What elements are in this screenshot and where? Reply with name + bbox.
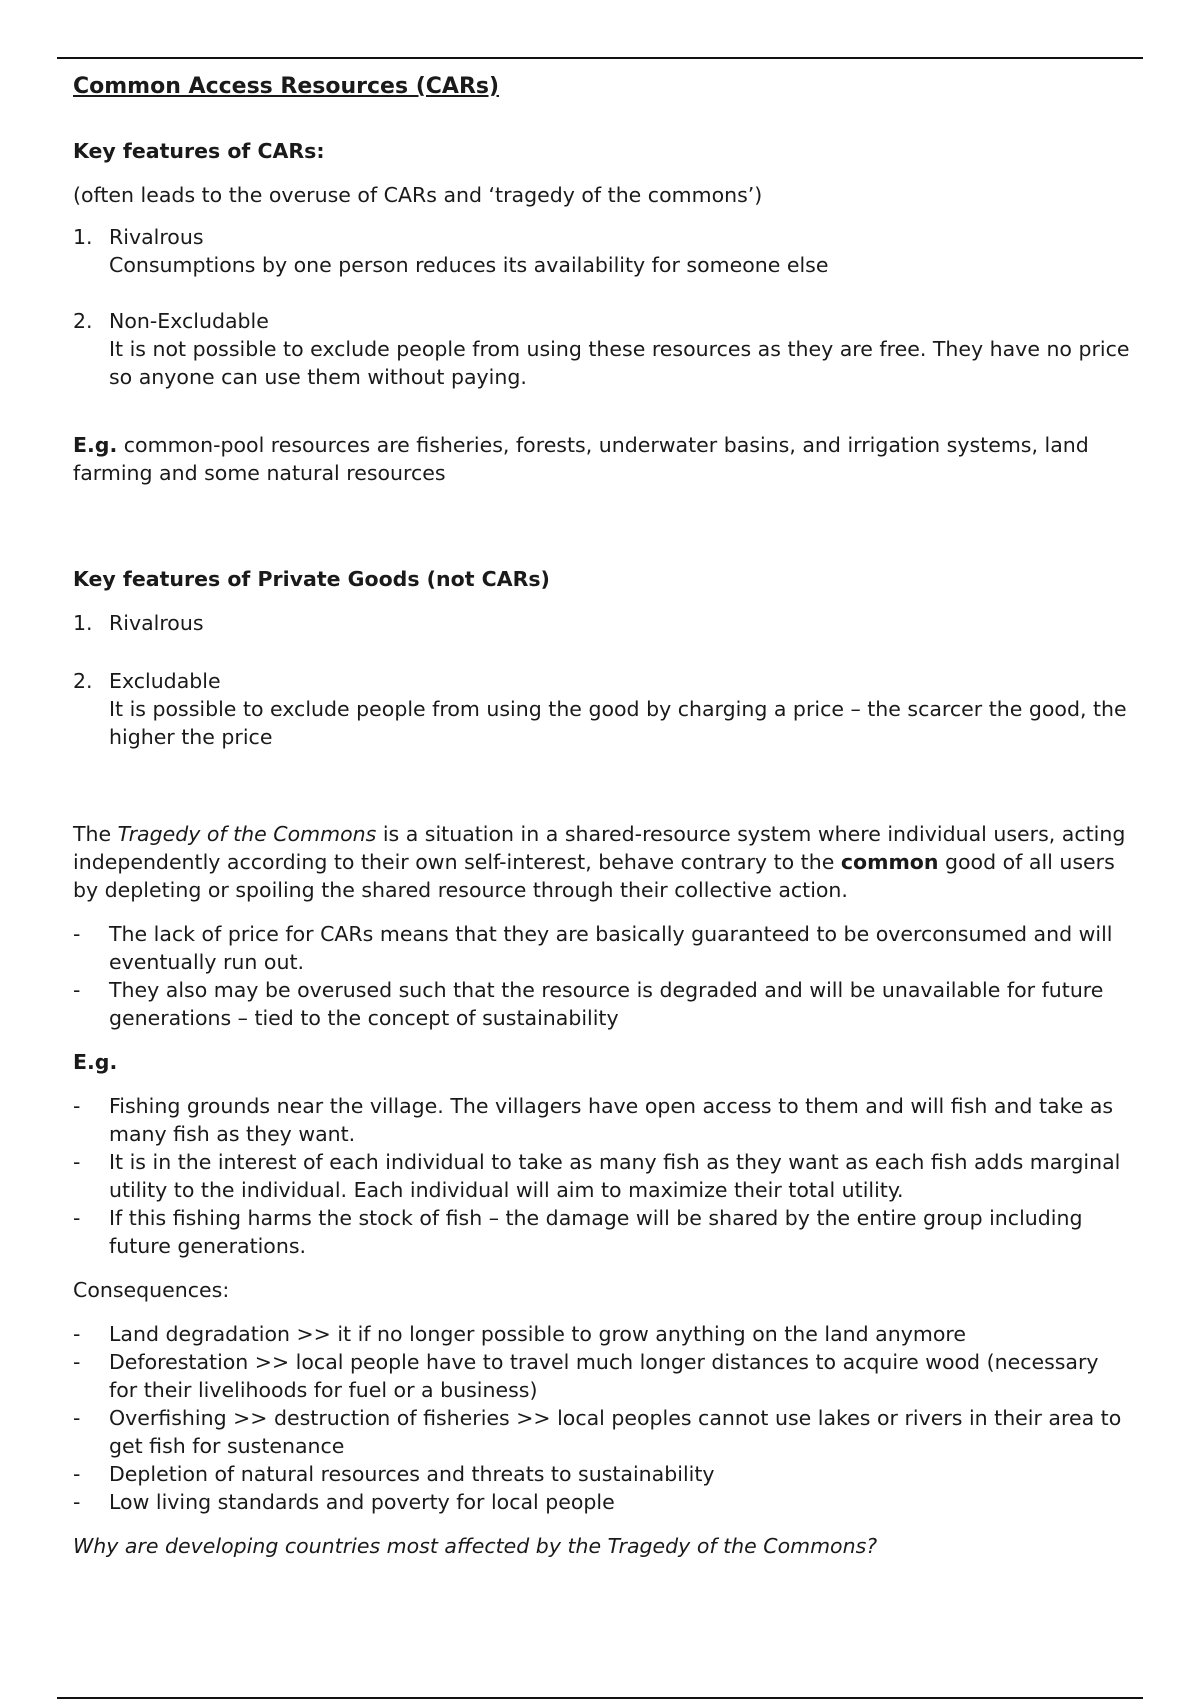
cars-example [73,431,1133,487]
private-feature-2 [73,667,1133,751]
cars-features-heading: Key features of CARs: [73,139,325,163]
list-item [73,1092,1133,1148]
intro-bold: common [840,850,939,874]
list-item [73,1460,1133,1488]
closing-question [73,1532,1133,1560]
bullet-text: The lack of price for CARs means that they are basically guaranteed to be overconsumed and will eventually run out. [109,922,1113,974]
bullet-text: Fishing grounds near the village. The villagers have open access to them and will fish and take as many fish as they want. [109,1094,1114,1146]
bullet-text: If this fishing harms the stock of fish – the damage will be shared by the entire group including future generations. [109,1206,1083,1258]
example-label: E.g. [73,433,118,457]
bullet-dash: - [73,1350,81,1374]
cars-note: (often leads to the overuse of CARs and ‘tragedy of the commons’) [73,183,763,207]
list-item [73,1348,1133,1404]
bullet-dash: - [73,978,81,1002]
tragedy-bullets [73,920,1133,1032]
example-text: common-pool resources are fisheries, forests, underwater basins, and irrigation systems, land farming and some natural resources [73,433,1089,485]
bullet-dash: - [73,1490,81,1514]
bullet-text: It is in the interest of each individual to take as many fish as they want as each fish adds marginal utility to the individual. Each individual will aim to maximize their total utility. [109,1150,1121,1202]
bullet-dash: - [73,1206,81,1230]
list-number: 1. [73,225,93,249]
feature-name: Excludable [109,669,221,693]
bullet-dash: - [73,1322,81,1346]
document-body [73,72,1133,1560]
cars-feature-2 [73,307,1133,391]
list-item [73,1148,1133,1204]
bullet-text: Low living standards and poverty for local people [109,1490,615,1514]
list-item [73,1204,1133,1260]
private-goods-heading: Key features of Private Goods (not CARs) [73,567,550,591]
list-item [73,920,1133,976]
list-item [73,1320,1133,1348]
private-feature-1 [73,609,1133,637]
tragedy-example-heading: E.g. [73,1050,118,1074]
list-item [73,976,1133,1032]
page-title: Common Access Resources (CARs) [73,74,500,99]
feature-desc: Consumptions by one person reduces its availability for someone else [109,253,829,277]
intro-text: good of all users by depleting or spoiling the shared resource through their collective action. [73,850,1115,902]
bottom-rule [57,1697,1143,1699]
feature-name: Rivalrous [109,225,204,249]
top-rule [57,57,1143,59]
bullet-text: Overfishing >> destruction of fisheries >> local peoples cannot use lakes or rivers in their area to get fish for sustenance [109,1406,1122,1458]
list-item [73,1488,1133,1516]
list-item [73,1404,1133,1460]
bullet-dash: - [73,1406,81,1430]
consequences-bullets [73,1320,1133,1516]
tragedy-intro [73,820,1133,904]
intro-italic: Tragedy of the Commons [117,822,377,846]
feature-name: Rivalrous [109,611,204,635]
bullet-dash: - [73,1094,81,1118]
intro-text: is a situation in a shared-resource system where individual users, acting independently according to their own self-interest, behave contrary to the [73,822,1126,874]
bullet-text: They also may be overused such that the resource is degraded and will be unavailable for future generations – tied to the concept of sustainability [109,978,1104,1030]
bullet-dash: - [73,922,81,946]
list-number: 1. [73,611,93,635]
list-number: 2. [73,669,93,693]
feature-name: Non-Excludable [109,309,269,333]
feature-desc: It is not possible to exclude people from using these resources as they are free. They have no price so anyone can use them without paying. [109,337,1130,389]
bullet-text: Deforestation >> local people have to travel much longer distances to acquire wood (necessary for their livelihoods for fuel or a business) [109,1350,1099,1402]
question-text: Why are developing countries most affected by the Tragedy of the Commons? [73,1534,878,1558]
bullet-text: Depletion of natural resources and threats to sustainability [109,1462,715,1486]
consequences-label: Consequences: [73,1278,230,1302]
bullet-dash: - [73,1150,81,1174]
intro-text: The [73,822,118,846]
bullet-dash: - [73,1462,81,1486]
cars-feature-1 [73,223,1133,279]
tragedy-example-bullets [73,1092,1133,1260]
bullet-text: Land degradation >> it if no longer possible to grow anything on the land anymore [109,1322,966,1346]
feature-desc: It is possible to exclude people from using the good by charging a price – the scarcer the good, the higher the price [109,697,1127,749]
list-number: 2. [73,309,93,333]
